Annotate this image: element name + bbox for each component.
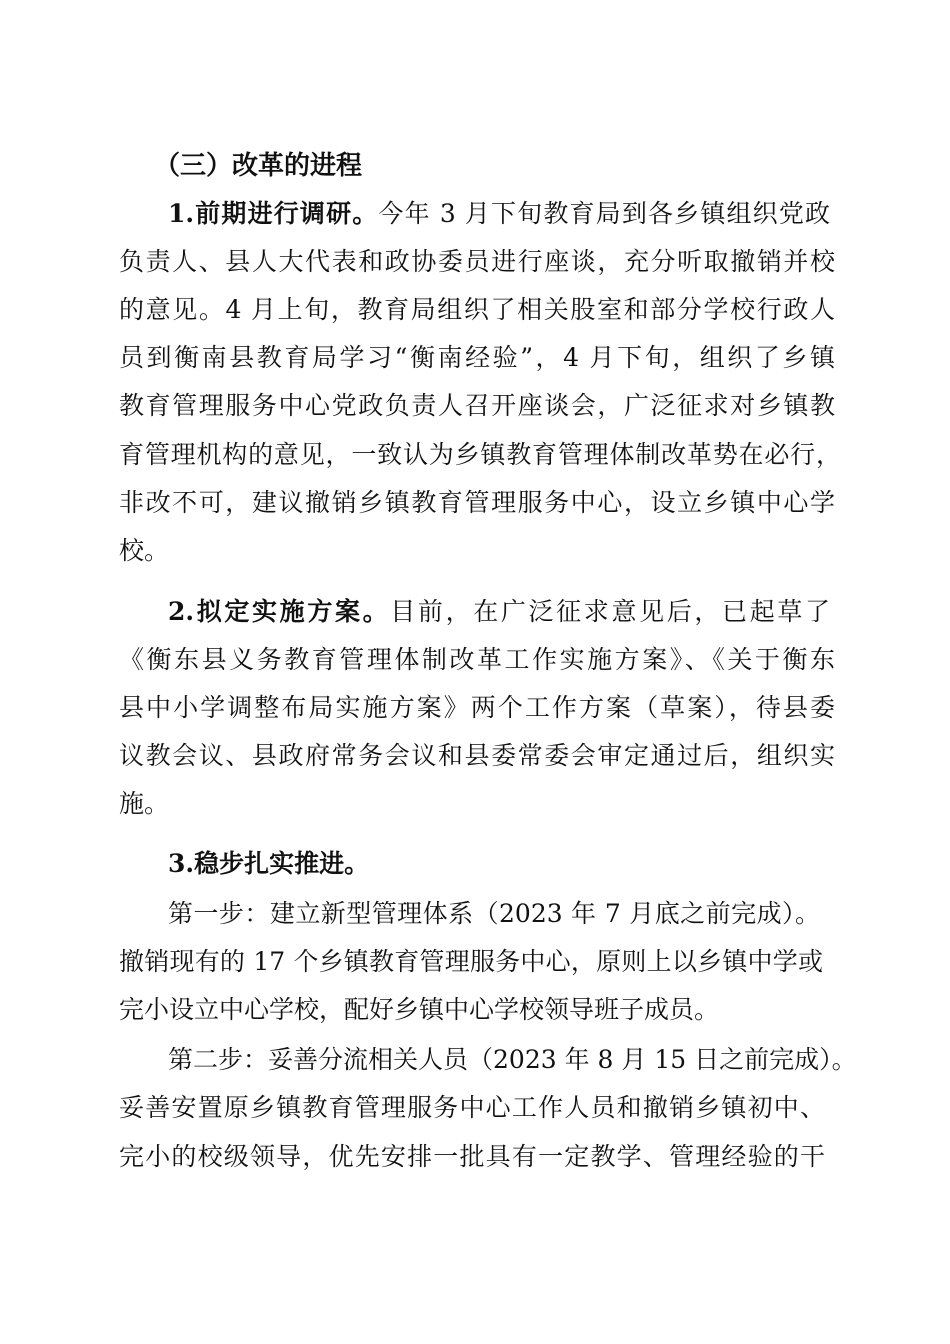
item2-line-1: 《衡东县义务教育管理体制改革工作实施方案》、《关于衡东 bbox=[119, 645, 835, 674]
item1-line-4: 教育管理服务中心党政负责人召开座谈会，广泛征求对乡镇教 bbox=[119, 391, 835, 420]
item1-line-3: 员到衡南县教育局学习“衡南经验”，4 月下旬，组织了乡镇 bbox=[119, 343, 835, 372]
item1-line-2: 的意见。4 月上旬，教育局组织了相关股室和部分学校行政人 bbox=[119, 295, 835, 324]
item1-line-7: 校。 bbox=[119, 536, 170, 565]
item2-line-2: 县中小学调整布局实施方案》两个工作方案（草案），待县委 bbox=[119, 693, 835, 722]
step1-line-0: 第一步：建立新型管理体系（2023 年 7 月底之前完成）。 bbox=[168, 899, 820, 928]
step1-line-2: 完小设立中心学校，配好乡镇中心学校领导班子成员。 bbox=[119, 995, 720, 1024]
item1-line-0: 今年 3 月下旬教育局到各乡镇组织党政 bbox=[378, 199, 830, 228]
step1-line-1: 撤销现有的 17 个乡镇教育管理服务中心，原则上以乡镇中学或 bbox=[119, 947, 823, 976]
item1-line-5: 育管理机构的意见，一致认为乡镇教育管理体制改革势在必行， bbox=[119, 440, 841, 469]
step2-line-1: 妥善安置原乡镇教育管理服务中心工作人员和撤销乡镇初中、 bbox=[119, 1093, 825, 1122]
item1-line-6: 非改不可，建议撤销乡镇教育管理服务中心，设立乡镇中心学 bbox=[119, 488, 835, 517]
item2-title: 2.拟定实施方案。 bbox=[168, 597, 391, 626]
item2-line-3: 议教会议、县政府常务会议和县委常委会审定通过后，组织实 bbox=[119, 741, 835, 770]
section-heading: （三）改革的进程 bbox=[154, 151, 363, 181]
item1-title: 1.前期进行调研。 bbox=[168, 199, 379, 228]
item3-title: 3.稳步扎实推进。 bbox=[168, 849, 370, 878]
item2-line-0: 目前，在广泛征求意见后，已起草了 bbox=[390, 597, 830, 626]
item2-first-line bbox=[168, 594, 830, 630]
item1-first-line bbox=[168, 196, 830, 232]
item1-line-1: 负责人、县人大代表和政协委员进行座谈，充分听取撤销并校 bbox=[119, 247, 835, 276]
step2-line-2: 完小的校级领导，优先安排一批具有一定教学、管理经验的干 bbox=[119, 1142, 825, 1171]
step2-line-0: 第二步：妥善分流相关人员（2023 年 8 月 15 日之前完成）。 bbox=[168, 1045, 857, 1074]
item2-line-4: 施。 bbox=[119, 789, 170, 818]
